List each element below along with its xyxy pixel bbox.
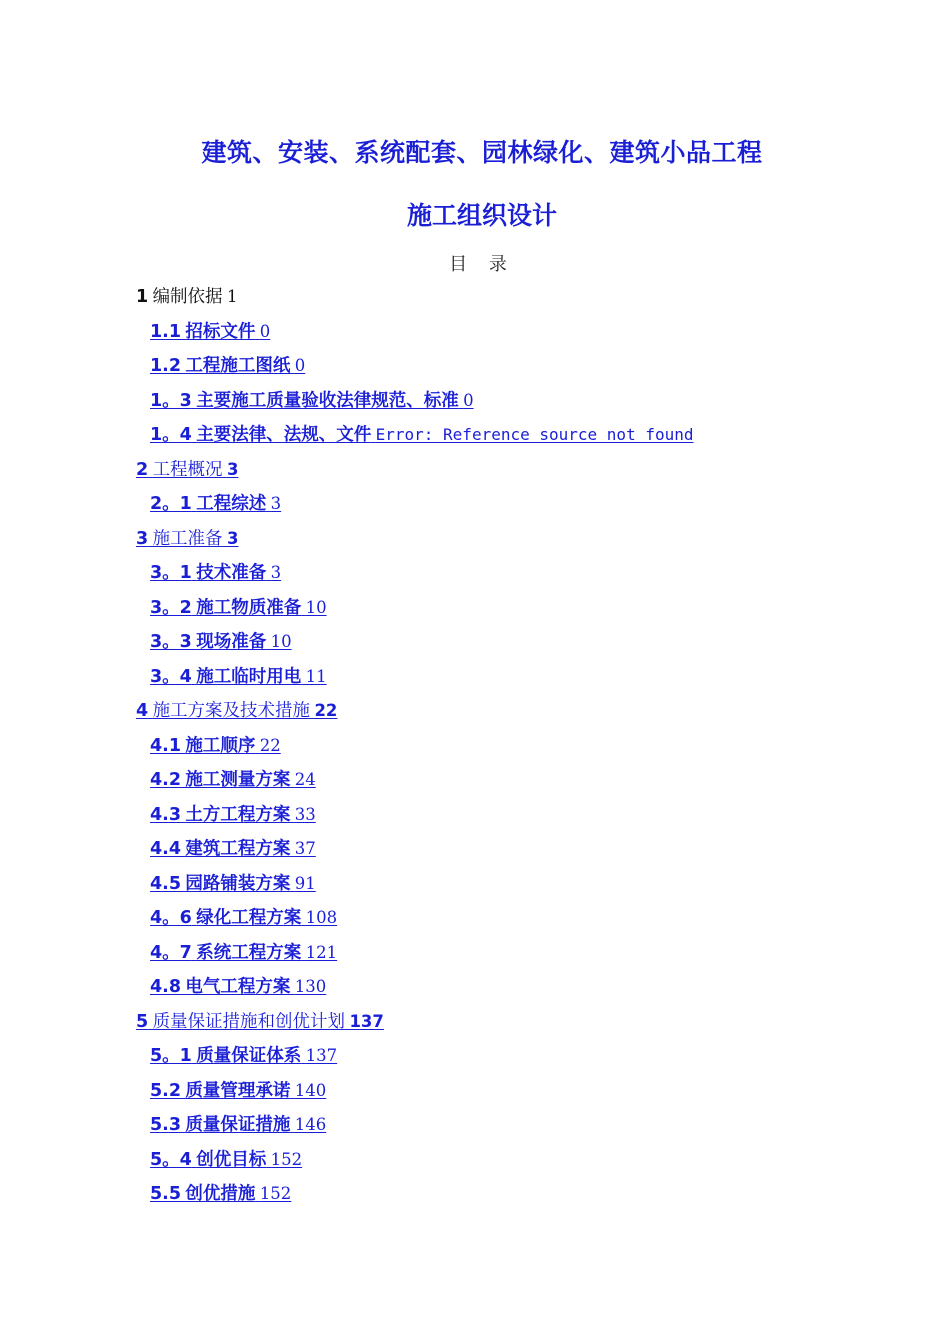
toc-page-number: 11 xyxy=(305,666,327,686)
toc-link[interactable] xyxy=(136,286,237,306)
toc-page-number: 0 xyxy=(294,356,306,375)
toc-link[interactable] xyxy=(150,804,316,824)
toc-entry xyxy=(0,697,950,732)
toc-section-number: 5.2 xyxy=(150,1080,182,1101)
toc-link[interactable] xyxy=(150,321,270,341)
toc-entry xyxy=(0,559,950,594)
toc-entry xyxy=(0,1146,950,1181)
toc-entry xyxy=(0,283,950,318)
toc-entry xyxy=(0,352,950,387)
toc-section-title: 施工临时用电 xyxy=(196,666,302,687)
toc-section-number: 5.3 xyxy=(150,1115,182,1135)
toc-section-number: 4.3 xyxy=(150,804,182,825)
toc-link[interactable] xyxy=(150,873,316,893)
toc-page-number: 33 xyxy=(294,804,316,824)
toc-entry xyxy=(0,939,950,974)
toc-link[interactable] xyxy=(150,976,326,996)
toc-link[interactable] xyxy=(150,1080,326,1100)
toc-section-number: 4。6 xyxy=(150,908,192,928)
toc-page-number: 108 xyxy=(305,908,338,927)
toc-section-title: 工程综述 xyxy=(196,494,267,514)
toc-section-number: 4 xyxy=(136,701,149,721)
toc-link[interactable] xyxy=(150,907,337,927)
toc-page-number: 0 xyxy=(463,390,474,410)
toc-entry xyxy=(0,663,950,698)
toc-section-number: 1。4 xyxy=(150,425,192,445)
toc-link[interactable] xyxy=(150,562,281,582)
toc-link[interactable] xyxy=(150,1149,302,1169)
toc-link[interactable] xyxy=(150,1114,326,1134)
toc-entry xyxy=(0,1077,950,1112)
toc-section-number: 4.2 xyxy=(150,770,182,790)
toc-page-number: 137 xyxy=(349,1011,384,1031)
toc-section-title: 技术准备 xyxy=(196,563,267,583)
toc-link[interactable] xyxy=(150,942,337,962)
toc-link[interactable] xyxy=(150,735,281,755)
toc-page-number: 137 xyxy=(305,1046,338,1065)
toc-section-title: 创优措施 xyxy=(185,1184,256,1204)
toc-section-number: 3。1 xyxy=(150,563,192,583)
toc-entry xyxy=(0,456,950,491)
toc-entry xyxy=(0,870,950,905)
toc-entry xyxy=(0,318,950,353)
toc-link[interactable] xyxy=(136,1011,384,1031)
toc-entry xyxy=(0,801,950,836)
toc-section-title: 施工准备 xyxy=(152,528,223,549)
toc-entry xyxy=(0,835,950,870)
toc-section-title: 施工方案及技术措施 xyxy=(152,701,311,721)
toc-link[interactable] xyxy=(150,355,305,375)
toc-section-number: 1 xyxy=(136,287,149,307)
toc-page-number: 10 xyxy=(270,632,292,651)
toc-entry xyxy=(0,525,950,560)
toc-link[interactable] xyxy=(150,390,474,410)
toc-entry xyxy=(0,421,950,456)
toc-section-number: 3。3 xyxy=(150,632,192,652)
toc-page-number: 24 xyxy=(294,770,316,789)
toc-section-title: 工程施工图纸 xyxy=(185,356,291,376)
toc-section-number: 1.1 xyxy=(150,321,182,342)
toc-section-number: 3。4 xyxy=(150,666,192,687)
toc-section-title: 土方工程方案 xyxy=(185,804,291,825)
toc-page-number: 3 xyxy=(226,459,239,479)
toc-entry xyxy=(0,387,950,422)
toc-page-number: 22 xyxy=(314,701,338,720)
toc-section-title: 施工顺序 xyxy=(185,735,256,756)
toc-page-number: 3 xyxy=(270,563,282,582)
toc-section-title: 系统工程方案 xyxy=(196,942,302,963)
toc-section-title: 施工物质准备 xyxy=(196,597,302,618)
toc-page-number: 121 xyxy=(305,942,338,962)
toc-section-title: 主要法律、法规、文件 xyxy=(196,425,372,445)
toc-page-number: 140 xyxy=(294,1080,327,1100)
toc-entry xyxy=(0,766,950,801)
toc-section-number: 4.1 xyxy=(150,735,182,756)
toc-link[interactable] xyxy=(136,528,238,548)
toc-page-number: 152 xyxy=(259,1184,292,1203)
toc-section-title: 质量管理承诺 xyxy=(185,1080,291,1101)
toc-section-title: 招标文件 xyxy=(185,321,256,342)
toc-section-number: 5 xyxy=(136,1011,149,1032)
toc-section-title: 工程概况 xyxy=(152,459,223,480)
toc-section-title: 质量保证体系 xyxy=(196,1046,302,1066)
toc-link[interactable] xyxy=(150,838,316,858)
toc-link[interactable] xyxy=(150,769,316,789)
toc-section-number: 4.5 xyxy=(150,873,182,894)
toc-section-number: 1.2 xyxy=(150,356,182,376)
toc-page-number: 1 xyxy=(226,287,238,306)
document-subtitle: 施工组织设计 xyxy=(406,201,557,230)
table-of-contents xyxy=(0,283,950,1215)
toc-entry xyxy=(0,1180,950,1215)
toc-section-title: 质量保证措施 xyxy=(185,1115,291,1135)
toc-page-number: 10 xyxy=(305,597,327,617)
toc-section-number: 3 xyxy=(136,528,149,549)
toc-section-title: 编制依据 xyxy=(152,287,223,307)
toc-page-number: 146 xyxy=(294,1115,327,1134)
toc-section-title: 建筑工程方案 xyxy=(185,839,291,859)
toc-heading: 目 录 xyxy=(449,254,515,275)
toc-reference-error: Error: Reference source not found xyxy=(375,425,694,444)
toc-page-number: 91 xyxy=(294,873,316,893)
toc-section-number: 5。1 xyxy=(150,1046,192,1066)
toc-section-number: 1。3 xyxy=(150,390,192,411)
toc-section-title: 创优目标 xyxy=(196,1149,267,1170)
toc-link[interactable] xyxy=(150,493,281,513)
toc-page-number: 3 xyxy=(226,528,239,548)
toc-link[interactable] xyxy=(150,597,327,617)
toc-entry xyxy=(0,1111,950,1146)
toc-section-title: 质量保证措施和创优计划 xyxy=(152,1011,346,1032)
toc-page-number: 0 xyxy=(259,321,271,341)
toc-section-number: 4。7 xyxy=(150,942,192,963)
toc-section-title: 电气工程方案 xyxy=(185,977,291,997)
toc-section-number: 2。1 xyxy=(150,494,192,514)
toc-page-number: 152 xyxy=(270,1149,303,1169)
toc-link[interactable] xyxy=(150,1045,337,1065)
toc-entry xyxy=(0,973,950,1008)
toc-link[interactable] xyxy=(136,459,238,479)
toc-link[interactable] xyxy=(150,631,292,651)
toc-page-number: 3 xyxy=(270,494,282,513)
toc-section-number: 5。4 xyxy=(150,1149,192,1170)
toc-section-title: 现场准备 xyxy=(196,632,267,652)
toc-section-number: 2 xyxy=(136,459,149,480)
toc-section-title: 主要施工质量验收法律规范、标准 xyxy=(196,390,459,411)
toc-entry xyxy=(0,490,950,525)
toc-link[interactable] xyxy=(150,666,327,686)
toc-section-number: 4.8 xyxy=(150,977,182,997)
toc-entry xyxy=(0,628,950,663)
toc-section-number: 5.5 xyxy=(150,1184,182,1204)
toc-section-number: 3。2 xyxy=(150,597,192,618)
toc-page-number: 22 xyxy=(259,735,281,755)
toc-page-number: 37 xyxy=(294,839,316,858)
toc-entry xyxy=(0,1042,950,1077)
toc-page-number: 130 xyxy=(294,977,327,996)
toc-entry xyxy=(0,732,950,767)
toc-entry xyxy=(0,904,950,939)
toc-link[interactable] xyxy=(150,424,694,444)
document-title: 建筑、安装、系统配套、园林绿化、建筑小品工程 xyxy=(201,138,763,167)
toc-entry xyxy=(0,1008,950,1043)
toc-section-title: 绿化工程方案 xyxy=(196,908,302,928)
toc-section-title: 园路铺装方案 xyxy=(185,873,291,894)
toc-entry xyxy=(0,594,950,629)
toc-section-number: 4.4 xyxy=(150,839,182,859)
toc-link[interactable] xyxy=(150,1183,291,1203)
toc-link[interactable] xyxy=(136,700,337,720)
toc-section-title: 施工测量方案 xyxy=(185,770,291,790)
